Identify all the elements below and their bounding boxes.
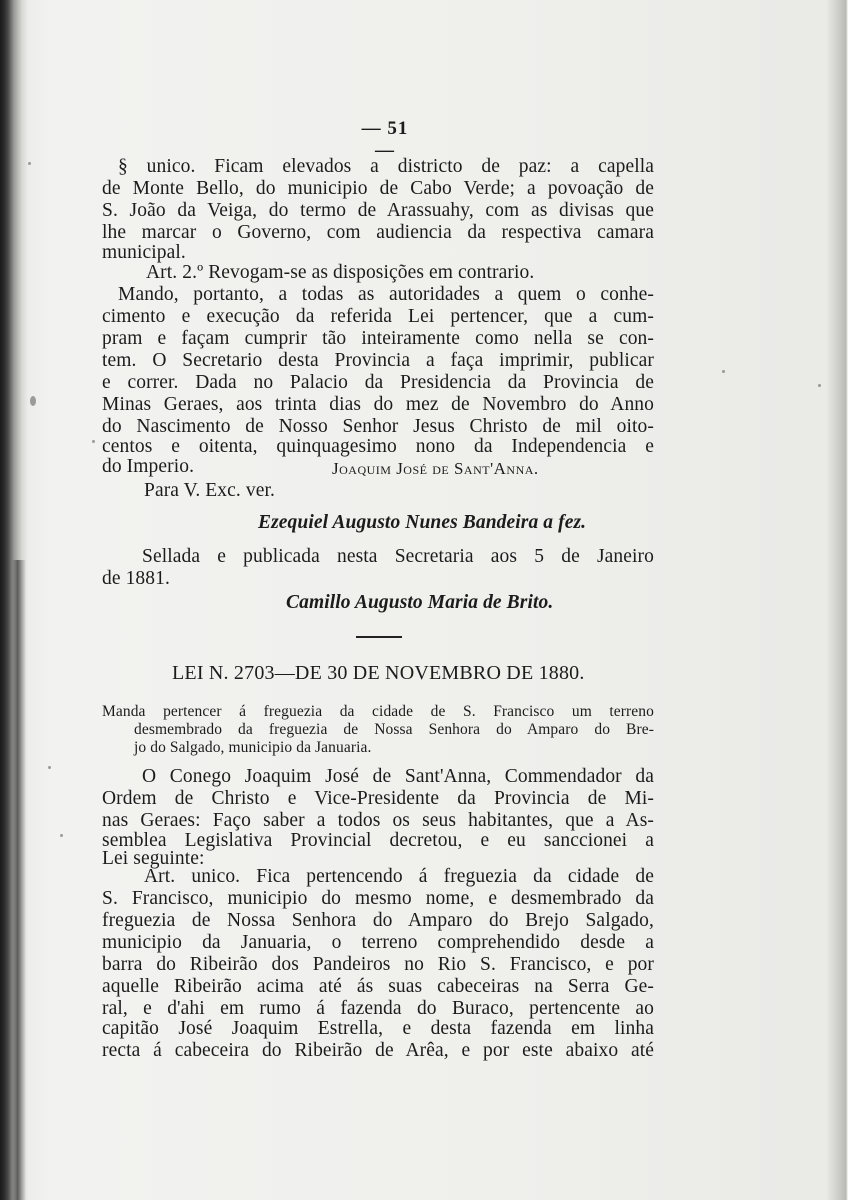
signature-president: Joaquim José de Sant'Anna. <box>332 459 539 478</box>
summary-line-3: jo do Salgado, municipio da Januaria. <box>134 739 372 756</box>
scan-speck <box>28 162 31 165</box>
article-unico-line-6: aquelle Ribeirão acima até ás suas cabeceiras na Serra Ge- <box>102 976 654 997</box>
binding-crease <box>12 560 26 1200</box>
section-unico-line-3: S. João da Veiga, do termo de Arassuahy, com as divisas que <box>102 200 654 221</box>
preamble-line-1: O Conego Joaquim José de Sant'Anna, Commendador da <box>142 766 654 787</box>
section-unico-line-2: de Monte Bello, do municipio de Cabo Verde; a povoação de <box>102 178 654 199</box>
scan-speck <box>48 766 51 769</box>
scan-speck <box>60 834 63 837</box>
mando-line-9: do Imperio. <box>102 456 195 477</box>
article-unico-line-8: capitão José Joaquim Estrella, e desta fazenda em linha <box>102 1018 654 1039</box>
scan-speck <box>92 440 95 443</box>
section-unico-line-5: municipal. <box>102 242 186 263</box>
summary-line-2: desmembrado da freguezia de Nossa Senhora do Amparo do Bre- <box>134 721 654 738</box>
sellada-line-2: de 1881. <box>102 568 170 589</box>
mando-line-1: Mando, portanto, a todas as autoridades a quem o conhe- <box>118 284 654 305</box>
mando-line-6: Minas Geraes, aos trinta dias do mez de Novembro do Anno <box>102 394 654 415</box>
article-unico-line-7: ral, e d'ahi em rumo á fazenda do Buraco, pertencente ao <box>102 998 654 1019</box>
mando-line-8: centos e oitenta, quinquagesimo nono da Independencia e <box>102 436 654 457</box>
law-heading: LEI N. 2703—DE 30 DE NOVEMBRO DE 1880. <box>172 662 585 684</box>
preamble-line-4: semblea Legislativa Provincial decretou, e eu sanccionei a <box>102 830 654 851</box>
mando-line-5: e correr. Dada no Palacio da Presidencia da Provincia de <box>102 372 654 393</box>
article-unico-line-9: recta á cabeceira do Ribeirão de Arêa, e por este abaixo até <box>102 1040 654 1061</box>
section-unico-line-4: lhe marcar o Governo, com audiencia da respectiva camara <box>102 222 654 243</box>
mando-line-2: cimento e execução da referida Lei pertencer, que a cum- <box>102 306 654 327</box>
preamble-line-2: Ordem de Christo e Vice-Presidente da Provincia de Mi- <box>102 788 654 809</box>
mando-line-3: pram e façam cumprir tão inteiramente como nella se con- <box>102 328 654 349</box>
article-unico-line-5: barra do Ribeirão dos Pandeiros no Rio S. Francisco, e por <box>102 954 654 975</box>
article-unico-line-2: S. Francisco, municipio do mesmo nome, e desmembrado da <box>102 888 654 909</box>
page-edge <box>826 0 852 1200</box>
sellada-line-1: Sellada e publicada nesta Secretaria aos 5 de Janeiro <box>142 546 654 567</box>
preamble-line-5: Lei seguinte: <box>102 848 205 869</box>
article-unico-line-1: Art. unico. Fica pertencendo á freguezia da cidade de <box>144 866 654 887</box>
scan-speck <box>818 384 821 387</box>
section-unico-line-1: § unico. Ficam elevados a districto de paz: a capella <box>118 156 654 177</box>
para-ver: Para V. Exc. ver. <box>144 480 275 501</box>
article-unico-line-4: municipio da Januaria, o terreno comprehendido desde a <box>102 932 654 953</box>
scan-speck <box>30 396 36 406</box>
signature-secretary: Camillo Augusto Maria de Brito. <box>286 592 554 613</box>
summary-line-1: Manda pertencer á freguezia da cidade de S. Francisco um terreno <box>102 703 654 720</box>
mando-line-4: tem. O Secretario desta Provincia a faça imprimir, publicar <box>102 350 654 371</box>
article-unico-line-3: freguezia de Nossa Senhora do Amparo do Brejo Salgado, <box>102 910 654 931</box>
mando-line-7: do Nascimento de Nosso Senhor Jesus Christo de mil oito- <box>102 416 654 437</box>
preamble-line-3: nas Geraes: Faço saber a todos os seus habitantes, que a As- <box>102 810 654 831</box>
scan-speck <box>722 370 725 373</box>
article-2: Art. 2.º Revogam-se as disposições em contrario. <box>146 262 535 283</box>
page-number: — 51 — <box>361 118 409 161</box>
section-divider <box>356 636 402 638</box>
signature-clerk: Ezequiel Augusto Nunes Bandeira a fez. <box>258 512 587 533</box>
